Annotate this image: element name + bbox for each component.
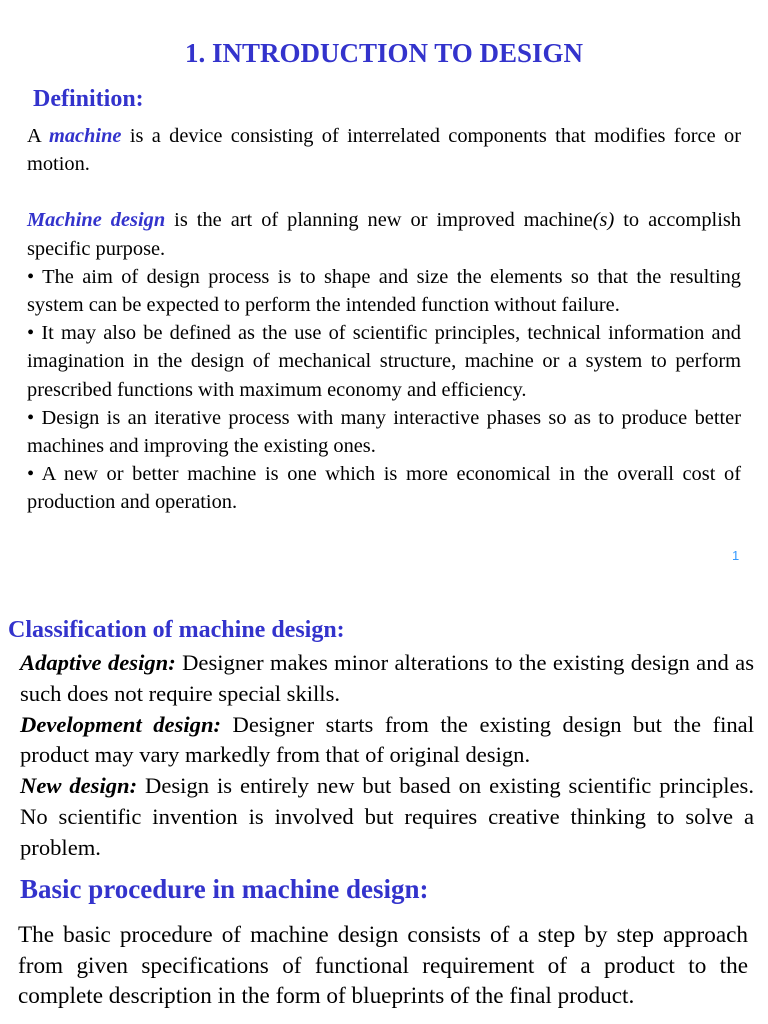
bullet-item: • A new or better machine is one which is more economical in the overall cost of production and operation. — [27, 463, 741, 514]
page-title: 1. INTRODUCTION TO DESIGN — [184, 38, 584, 68]
machine-prefix: A — [27, 125, 49, 147]
basic-procedure-text: The basic procedure of machine design consists of a step by step approach from given specifications of functional requirement of a product to the complete description in the form of blueprints of the final product. — [18, 922, 748, 1009]
classification-text: Designer starts from the existing design but the final product may vary markedly from that of original design. — [20, 711, 754, 768]
basic-procedure-section — [18, 920, 748, 1012]
machine-design-term: Machine design — [27, 209, 166, 232]
machine-design-text-b: to accomplish specific purpose. — [27, 209, 741, 260]
bullet-item: • It may also be defined as the use of scientific principles, technical information and imagination in the design of mechanical structure, machine or a system to perform prescribed functions with maximum economy and efficiency. — [27, 322, 741, 401]
classification-item-adaptive — [20, 648, 754, 710]
paragraph-gap — [27, 178, 741, 206]
machine-plural-suffix: (s) — [592, 209, 615, 232]
definition-section — [27, 122, 741, 517]
classification-section — [20, 648, 754, 864]
machine-term: machine — [48, 125, 122, 147]
classification-text: Design is entirely new but based on existing scientific principles. No scientific invention is involved but requires creative thinking to solve a problem. — [20, 773, 754, 860]
machine-design-text-a: is the art of planning new or improved machine — [165, 209, 593, 232]
classification-item-development — [20, 710, 754, 772]
classification-lead: New design: — [20, 773, 138, 799]
definition-heading: Definition: — [33, 86, 144, 112]
machine-definition-text: is a device consisting of interrelated components that modifies force or motion. — [27, 125, 741, 176]
bullet-item: • Design is an iterative process with many interactive phases so as to produce better machines and improving the existing ones. — [27, 406, 741, 458]
classification-lead: Development design: — [20, 711, 222, 737]
classification-item-new — [20, 771, 754, 863]
basic-procedure-heading: Basic procedure in machine design: — [20, 874, 429, 904]
machine-definition — [27, 122, 741, 178]
bullet-item: • The aim of design process is to shape and size the elements so that the resulting system can be expected to perform the intended function without failure. — [27, 265, 741, 317]
classification-lead: Adaptive design: — [20, 650, 176, 675]
classification-text: Designer makes minor alterations to the existing design and as such does not require special skills. — [20, 650, 754, 706]
classification-heading: Classification of machine design: — [8, 617, 345, 643]
page-number: 1 — [732, 548, 740, 563]
machine-design-definition — [27, 206, 741, 262]
